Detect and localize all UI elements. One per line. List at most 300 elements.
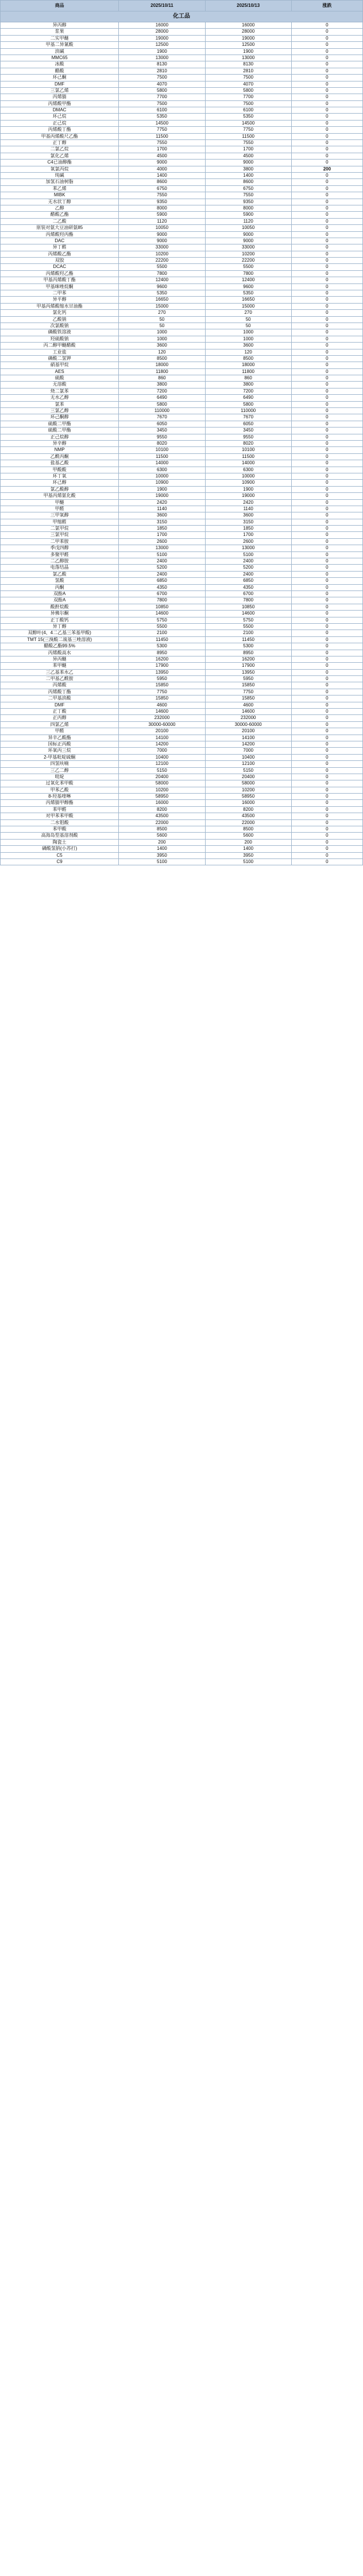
cell-product-name: DMAC (1, 107, 119, 114)
cell-price-date-2: 5900 (205, 212, 291, 218)
table-row (1, 205, 363, 211)
cell-price-date-1: 11450 (119, 636, 205, 643)
cell-price-date-2: 5350 (205, 114, 291, 120)
table-row (1, 558, 363, 565)
table-row (1, 604, 363, 610)
cell-product-name: 三乙二醇 (1, 767, 119, 774)
cell-product-name: 次氯酸钠 (1, 323, 119, 329)
cell-price-date-2: 7550 (205, 140, 291, 146)
cell-price-date-1: 14000 (119, 460, 205, 467)
cell-price-date-1: 5350 (119, 290, 205, 297)
cell-price-date-2: 43500 (205, 813, 291, 819)
cell-price-date-1: 30000-60000 (119, 721, 205, 728)
table-row (1, 636, 363, 643)
cell-price-date-2: 14100 (205, 735, 291, 741)
table-row (1, 133, 363, 139)
cell-product-name: 丙烯酸高水 (1, 650, 119, 656)
cell-change: 0 (291, 434, 362, 440)
cell-product-name: 磷酸氢钠(小苏打) (1, 846, 119, 852)
cell-price-date-2: 6300 (205, 467, 291, 473)
cell-change: 0 (291, 447, 362, 453)
cell-change: 0 (291, 467, 362, 473)
cell-price-date-1: 8950 (119, 650, 205, 656)
table-row (1, 499, 363, 506)
cell-change: 0 (291, 127, 362, 133)
cell-change: 0 (291, 336, 362, 342)
cell-price-date-2: 860 (205, 375, 291, 382)
cell-product-name: 氧氯丙烷 (1, 166, 119, 172)
cell-price-date-2: 1120 (205, 218, 291, 224)
table-row (1, 362, 363, 368)
cell-price-date-1: 10100 (119, 447, 205, 453)
cell-price-date-1: 1400 (119, 172, 205, 178)
cell-change: 0 (291, 806, 362, 813)
cell-change: 0 (291, 107, 362, 114)
cell-product-name: 二甲基滨酸 (1, 696, 119, 702)
cell-price-date-2: 1850 (205, 526, 291, 532)
table-row (1, 368, 363, 375)
cell-price-date-2: 14500 (205, 120, 291, 126)
table-row (1, 441, 363, 447)
cell-change: 0 (291, 526, 362, 532)
cell-price-date-1: 2400 (119, 571, 205, 577)
cell-change: 0 (291, 192, 362, 199)
table-row (1, 721, 363, 728)
cell-product-name: C4已油醇酯 (1, 160, 119, 166)
cell-price-date-1: 58000 (119, 780, 205, 787)
cell-price-date-2: 10850 (205, 604, 291, 610)
cell-price-date-2: 10200 (205, 251, 291, 257)
cell-price-date-1: 1900 (119, 48, 205, 55)
table-row (1, 826, 363, 833)
cell-price-date-2: 1900 (205, 486, 291, 492)
cell-change: 0 (291, 355, 362, 362)
cell-change: 0 (291, 133, 362, 139)
cell-product-name: 丙烯腈 (1, 94, 119, 100)
cell-product-name: 环己醇 (1, 480, 119, 486)
cell-product-name: 丙烯酸丁酯 (1, 127, 119, 133)
cell-product-name: 二水钼酸 (1, 819, 119, 826)
cell-product-name: NMP (1, 447, 119, 453)
cell-product-name: 丙烯酸 (1, 682, 119, 689)
cell-price-date-1: 1700 (119, 146, 205, 153)
cell-price-date-2: 9550 (205, 434, 291, 440)
header-row (1, 1, 363, 11)
cell-product-name: 乙酰丙酮 (1, 453, 119, 460)
cell-price-date-1: 8000 (119, 205, 205, 211)
cell-price-date-1: 15000 (119, 303, 205, 309)
cell-change: 0 (291, 297, 362, 303)
cell-price-date-2: 22200 (205, 258, 291, 264)
cell-price-date-2: 22000 (205, 819, 291, 826)
cell-price-date-2: 6850 (205, 578, 291, 584)
cell-price-date-1: 13000 (119, 55, 205, 61)
table-row (1, 794, 363, 800)
cell-change: 0 (291, 689, 362, 695)
cell-change: 0 (291, 486, 362, 492)
cell-price-date-1: 3800 (119, 382, 205, 388)
cell-product-name: 丙烯酸羟乙酯 (1, 270, 119, 277)
cell-price-date-2: 9350 (205, 199, 291, 205)
table-row (1, 290, 363, 297)
cell-price-date-1: 22000 (119, 819, 205, 826)
cell-price-date-1: 7500 (119, 75, 205, 81)
cell-price-date-1: 4070 (119, 81, 205, 87)
cell-price-date-2: 30000-60000 (205, 721, 291, 728)
cell-change: 0 (291, 787, 362, 793)
cell-price-date-2: 18000 (205, 362, 291, 368)
cell-price-date-2: 13000 (205, 545, 291, 551)
cell-price-date-2: 19000 (205, 493, 291, 499)
cell-price-date-1: 12400 (119, 277, 205, 283)
cell-price-date-1: 10200 (119, 787, 205, 793)
table-row (1, 153, 363, 159)
cell-product-name: 对甲苯苯甲酸 (1, 813, 119, 819)
table-row (1, 787, 363, 793)
cell-price-date-1: 8020 (119, 441, 205, 447)
cell-change: 0 (291, 251, 362, 257)
cell-change: 0 (291, 29, 362, 35)
cell-price-date-1: 10400 (119, 754, 205, 760)
cell-change: 0 (291, 140, 362, 146)
cell-change: 0 (291, 551, 362, 558)
cell-price-date-1: 50 (119, 323, 205, 329)
cell-change: 0 (291, 343, 362, 349)
cell-product-name: 无水状丁醇 (1, 199, 119, 205)
column-header-product: 商品 (1, 1, 119, 11)
cell-price-date-2: 19000 (205, 35, 291, 41)
cell-price-date-1: 4600 (119, 702, 205, 708)
table-row (1, 532, 363, 538)
cell-price-date-1: 7670 (119, 414, 205, 421)
cell-change: 0 (291, 767, 362, 774)
cell-price-date-1: 43500 (119, 813, 205, 819)
table-row (1, 68, 363, 74)
cell-product-name: 烧二氯苯 (1, 388, 119, 394)
table-row (1, 166, 363, 172)
cell-product-name: 醋酸乙酯99.5% (1, 643, 119, 650)
table-row (1, 800, 363, 806)
cell-change: 0 (291, 185, 362, 192)
cell-price-date-1: 4000 (119, 166, 205, 172)
cell-change: 0 (291, 696, 362, 702)
cell-change: 0 (291, 205, 362, 211)
table-row (1, 107, 363, 114)
cell-product-name: 苯乙烯 (1, 185, 119, 192)
cell-change: 0 (291, 499, 362, 506)
cell-price-date-2: 13950 (205, 669, 291, 675)
cell-price-date-1: 14200 (119, 741, 205, 747)
cell-change: 0 (291, 617, 362, 623)
cell-product-name: 硫酸二甲酯 (1, 428, 119, 434)
cell-price-date-2: 3450 (205, 428, 291, 434)
cell-price-date-1: 14100 (119, 735, 205, 741)
cell-product-name: 原装对氨大豆油研氨85 (1, 225, 119, 231)
cell-product-name: 丙烯酸乙酯 (1, 251, 119, 257)
cell-price-date-2: 10900 (205, 480, 291, 486)
cell-price-date-2: 8600 (205, 179, 291, 185)
table-row (1, 859, 363, 865)
cell-product-name: 醋酸乙酯 (1, 212, 119, 218)
cell-change: 0 (291, 382, 362, 388)
cell-price-date-1: 1850 (119, 526, 205, 532)
cell-change: 0 (291, 368, 362, 375)
table-row (1, 702, 363, 708)
table-row (1, 316, 363, 323)
cell-price-date-2: 4350 (205, 584, 291, 590)
table-row (1, 460, 363, 467)
table-row (1, 160, 363, 166)
table-row (1, 656, 363, 662)
table-row (1, 506, 363, 512)
cell-price-date-2: 232000 (205, 715, 291, 721)
cell-change: 0 (291, 826, 362, 833)
table-row (1, 179, 363, 185)
cell-product-name: 甲基丙烯酸缩水甘油酯 (1, 303, 119, 309)
cell-price-date-2: 13000 (205, 55, 291, 61)
cell-product-name: DAC (1, 238, 119, 244)
cell-product-name: 异丙醚 (1, 656, 119, 662)
cell-price-date-1: 5500 (119, 623, 205, 630)
table-row (1, 519, 363, 525)
cell-price-date-2: 7550 (205, 192, 291, 199)
cell-product-name: 工业盐 (1, 349, 119, 355)
cell-product-name: 吡啶 (1, 774, 119, 780)
cell-change: 0 (291, 199, 362, 205)
cell-product-name: 异丙醇 (1, 22, 119, 29)
cell-change: 0 (291, 94, 362, 100)
cell-change: 0 (291, 120, 362, 126)
cell-price-date-1: 6750 (119, 185, 205, 192)
table-row (1, 754, 363, 760)
cell-price-date-2: 9600 (205, 283, 291, 290)
cell-change: 0 (291, 68, 362, 74)
cell-price-date-2: 6100 (205, 107, 291, 114)
cell-price-date-1: 5150 (119, 767, 205, 774)
cell-price-date-1: 110000 (119, 408, 205, 414)
table-row (1, 22, 363, 29)
table-row (1, 35, 363, 41)
table-row (1, 473, 363, 479)
cell-price-date-2: 7800 (205, 270, 291, 277)
cell-product-name: 二实甲醚 (1, 35, 119, 41)
cell-price-date-2: 200 (205, 839, 291, 845)
cell-price-date-1: 11500 (119, 453, 205, 460)
cell-price-date-1: 7750 (119, 127, 205, 133)
cell-product-name: 环己烷 (1, 114, 119, 120)
cell-change: 0 (291, 153, 362, 159)
cell-product-name: 三甲氧醇 (1, 512, 119, 519)
cell-change: 0 (291, 179, 362, 185)
cell-product-name: 甲基丙烯酸丁酯 (1, 277, 119, 283)
table-row (1, 283, 363, 290)
table-row (1, 623, 363, 630)
table-row (1, 270, 363, 277)
cell-product-name: 苯甲醛 (1, 806, 119, 813)
cell-price-date-2: 7750 (205, 689, 291, 695)
cell-change: 0 (291, 160, 362, 166)
cell-price-date-1: 5900 (119, 212, 205, 218)
cell-product-name: 甲基二异氰酸 (1, 42, 119, 48)
table-row (1, 741, 363, 747)
cell-product-name: 醋酸 (1, 68, 119, 74)
cell-change: 0 (291, 225, 362, 231)
cell-price-date-2: 7700 (205, 94, 291, 100)
table-row (1, 231, 363, 238)
cell-price-date-2: 8200 (205, 806, 291, 813)
cell-change: 0 (291, 819, 362, 826)
cell-price-date-2: 10400 (205, 754, 291, 760)
cell-price-date-2: 3150 (205, 519, 291, 525)
table-row (1, 264, 363, 270)
cell-price-date-2: 11450 (205, 636, 291, 643)
table-row (1, 611, 363, 617)
cell-product-name: 丙二醇甲醚醋酸 (1, 343, 119, 349)
cell-product-name: 浆果 (1, 29, 119, 35)
cell-product-name: 苯甲酸 (1, 826, 119, 833)
cell-product-name: 甲基丙烯酸尺乙酯 (1, 133, 119, 139)
cell-product-name: 盐基乙酸 (1, 460, 119, 467)
cell-product-name: 丙酮 (1, 584, 119, 590)
cell-change: 0 (291, 283, 362, 290)
column-header-date-2: 2025/10/13 (205, 1, 291, 11)
cell-product-name: 磷酸二氢钾 (1, 355, 119, 362)
cell-product-name: 滨碱 (1, 48, 119, 55)
section-title: 化工品 (1, 11, 363, 22)
cell-product-name: 2-甲基吡啶硫酮 (1, 754, 119, 760)
cell-change: 0 (291, 231, 362, 238)
cell-change: 0 (291, 75, 362, 81)
cell-change: 0 (291, 565, 362, 571)
table-row (1, 590, 363, 597)
table-row (1, 61, 363, 68)
cell-price-date-2: 1400 (205, 172, 291, 178)
table-row (1, 467, 363, 473)
cell-change: 0 (291, 218, 362, 224)
cell-change: 0 (291, 846, 362, 852)
cell-price-date-2: 8130 (205, 61, 291, 68)
cell-price-date-2: 1140 (205, 506, 291, 512)
cell-price-date-2: 2400 (205, 558, 291, 565)
table-row (1, 735, 363, 741)
cell-product-name: 酸酐烷酸 (1, 604, 119, 610)
table-row (1, 100, 363, 107)
table-row (1, 388, 363, 394)
table-row (1, 225, 363, 231)
table-row (1, 767, 363, 774)
table-row (1, 846, 363, 852)
cell-price-date-2: 16000 (205, 800, 291, 806)
cell-price-date-2: 1900 (205, 48, 291, 55)
cell-change: 0 (291, 643, 362, 650)
cell-change: 0 (291, 761, 362, 767)
cell-price-date-2: 11800 (205, 368, 291, 375)
cell-product-name: 正丙醇 (1, 715, 119, 721)
table-row (1, 94, 363, 100)
table-row (1, 212, 363, 218)
column-header-change: 涨跌 (291, 1, 362, 11)
cell-change: 0 (291, 395, 362, 401)
cell-product-name: MMC65 (1, 55, 119, 61)
table-row (1, 839, 363, 845)
table-row (1, 571, 363, 577)
cell-change: 0 (291, 538, 362, 545)
cell-product-name: 8-羟基喹啉 (1, 794, 119, 800)
cell-price-date-1: 1900 (119, 486, 205, 492)
cell-price-date-2: 5800 (205, 87, 291, 94)
cell-price-date-1: 6490 (119, 395, 205, 401)
cell-price-date-1: 1700 (119, 532, 205, 538)
cell-change: 0 (291, 682, 362, 689)
cell-price-date-1: 1120 (119, 218, 205, 224)
table-row (1, 486, 363, 492)
table-row (1, 414, 363, 421)
cell-price-date-1: 19000 (119, 35, 205, 41)
cell-product-name: 甲基丙烯氨化酸 (1, 493, 119, 499)
cell-price-date-1: 9000 (119, 231, 205, 238)
cell-price-date-2: 2400 (205, 571, 291, 577)
cell-price-date-1: 3450 (119, 428, 205, 434)
cell-price-date-1: 5100 (119, 859, 205, 865)
table-row (1, 480, 363, 486)
cell-price-date-1: 2100 (119, 630, 205, 636)
cell-change: 0 (291, 146, 362, 153)
cell-price-date-2: 10100 (205, 447, 291, 453)
cell-price-date-1: 120 (119, 349, 205, 355)
cell-price-date-2: 6700 (205, 590, 291, 597)
cell-product-name: 氢酸 (1, 578, 119, 584)
table-row (1, 48, 363, 55)
cell-change: 0 (291, 813, 362, 819)
cell-price-date-2: 1700 (205, 532, 291, 538)
cell-product-name: 双酚A (1, 597, 119, 604)
cell-price-date-2: 7000 (205, 748, 291, 754)
cell-change: 0 (291, 676, 362, 682)
table-row (1, 682, 363, 689)
cell-price-date-2: 9000 (205, 160, 291, 166)
table-row (1, 251, 363, 257)
cell-price-date-1: 7200 (119, 388, 205, 394)
cell-price-date-1: 5200 (119, 565, 205, 571)
table-row (1, 310, 363, 316)
cell-price-date-2: 14600 (205, 709, 291, 715)
cell-change: 0 (291, 800, 362, 806)
cell-change: 0 (291, 512, 362, 519)
cell-price-date-1: 13950 (119, 669, 205, 675)
cell-product-name: 氯化钙 (1, 310, 119, 316)
cell-price-date-1: 18000 (119, 362, 205, 368)
table-row (1, 650, 363, 656)
table-row (1, 349, 363, 355)
cell-change: 0 (291, 316, 362, 323)
cell-product-name: 正己烷 (1, 120, 119, 126)
cell-product-name: 过氧化苯甲酸 (1, 780, 119, 787)
cell-price-date-2: 1000 (205, 336, 291, 342)
cell-change: 0 (291, 519, 362, 525)
cell-change: 0 (291, 636, 362, 643)
cell-price-date-2: 3950 (205, 852, 291, 858)
cell-price-date-1: 20400 (119, 774, 205, 780)
cell-price-date-1: 10900 (119, 480, 205, 486)
cell-price-date-1: 50 (119, 316, 205, 323)
cell-price-date-1: 12500 (119, 42, 205, 48)
cell-price-date-2: 1400 (205, 846, 291, 852)
cell-price-date-1: 6700 (119, 590, 205, 597)
cell-product-name: AES (1, 368, 119, 375)
cell-product-name: 二乙酸 (1, 218, 119, 224)
cell-price-date-2: 14000 (205, 460, 291, 467)
cell-product-name: 三乙基苯水乙 (1, 669, 119, 675)
